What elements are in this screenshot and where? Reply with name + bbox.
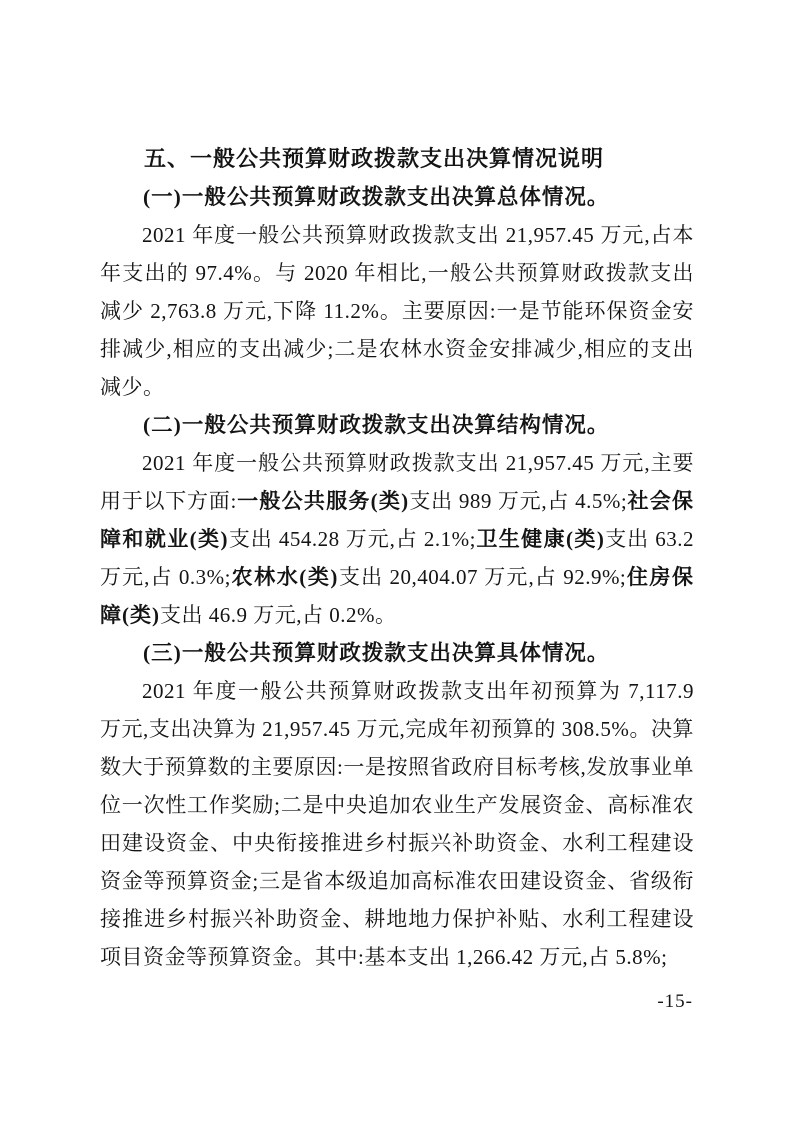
text-run: 支出 454.28 万元,占 2.1%; [228,527,476,551]
text-run: 支出 989 万元,占 4.5%; [409,489,628,513]
text-run: 2021 年度一般公共预算财政拨款支出 21,957.45 万元,主要用于以下方面: [100,451,694,513]
section-heading-five: 五、一般公共预算财政拨款支出决算情况说明 [144,146,605,171]
paragraph-overall-situation [100,216,694,406]
text-run: 2021 年度一般公共预算财政拨款支出年初预算为 7,117.9 万元,支出决算为 21,957.45 万元,完成年初预算的 308.5%。决算数大于预算数的主要原因:一是按照省政府目标考核,发放事业单位一次性工作奖励;二是中央追加农业生产发展资金、高标准农田建设资金、中央衔接推进乡村振兴补助资金、水利工程建设资金等预算资金;三是省本级追加高标准农田建设资金、省级衔接推进乡村振兴补助资金、耕地地力保护补贴、水利工程建设项目资金等预算资金。其中:基本支出 1,266.42 万元,占 5.8%; [100,679,694,969]
budget-category-term: 卫生健康(类) [475,527,605,551]
subsection-heading-one: (一)一般公共预算财政拨款支出决算总体情况。 [143,185,610,209]
text-run: 支出 63.2 万元,占 0.3%; [100,527,694,589]
subsection-heading-two: (二)一般公共预算财政拨款支出决算结构情况。 [143,413,610,437]
budget-category-term: 一般公共服务(类) [236,489,410,513]
budget-category-term: 农林水(类) [230,565,339,589]
text-run: 2021 年度一般公共预算财政拨款支出 21,957.45 万元,占本年支出的 97.4%。与 2020 年相比,一般公共预算财政拨款支出减少 2,763.8 万元,下降 11.2%。主要原因:一是节能环保资金安排减少,相应的支出减少;二是农林水资金安排减少,相应的支出减少。 [100,223,694,399]
document-body [100,140,694,976]
text-run: 支出 20,404.07 万元,占 92.9%; [338,565,627,589]
paragraph-structure-situation [100,444,694,634]
budget-category-term: 住房保障(类) [100,565,695,627]
paragraph-specific-situation [100,672,694,976]
page-number: -15- [657,991,693,1012]
budget-category-term: 社会保障和就业(类) [100,489,694,551]
subsection-heading-three: (三)一般公共预算财政拨款支出决算具体情况。 [143,641,610,665]
text-run: 支出 46.9 万元,占 0.2%。 [160,603,397,627]
